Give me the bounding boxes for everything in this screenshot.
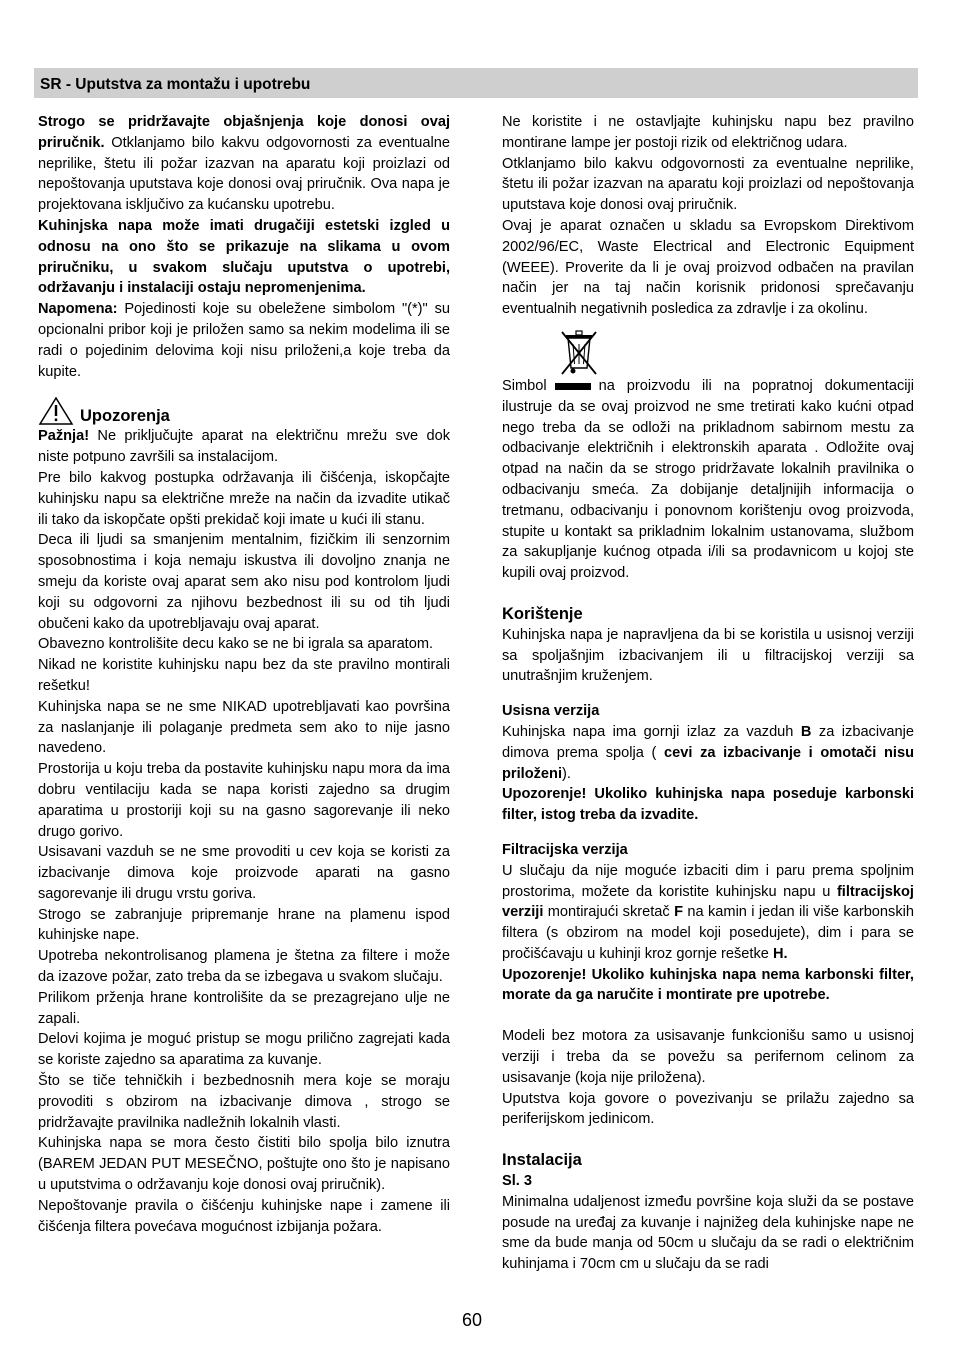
warning-paragraph: Upotreba nekontrolisanog plamena je štetna za filtere i može da izazove požar, zato treba da se izbegava u svakom slučaju. [38,948,450,986]
attention-text: Ne priključujte aparat na električnu mrežu sve dok niste potpuno završili sa instalacijom. [38,428,450,466]
right-column [502,112,914,1275]
suction-text-a: Kuhinjska napa ima gornji izlaz za vazduh [502,723,801,740]
warning-paragraph: Što se tiče tehničkih i bezbednosnih mera koje se moraju provoditi s obzirom na izbacivanje dimova , strogo se pridržavajte pravilnika nadležnih lokalnih vlasti. [38,1073,450,1131]
filter-text-a: U slučaju da nije moguće izbaciti dim i paru prema spoljnim prostorima, možete da koristite kuhinjsku napu u [502,862,914,900]
symbol-word: Simbol [502,377,547,394]
weee-bar-icon [555,383,591,390]
install-paragraph: Minimalna udaljenost između površine koja služi da se postave posude na uređaj za kuvanje i najnižeg dela kuhinjske nape ne sme da bude manja od 50cm u slučaju da se radi o električnim kuhinjama i 70cm cm u slučaju da se radi [502,1193,914,1273]
header-title: SR - Uputstva za montažu i upotrebu [40,76,311,93]
filter-text-d: F [674,904,684,921]
attention-label: Pažnja! [38,428,90,445]
symbol-paragraph [502,376,914,584]
left-column [38,112,450,1237]
warning-paragraph: Usisavani vazduh se ne sme provoditi u cev koja se koristi za izbacivanje dimova koje proizvode aparati na gasno sagorevanje ili drugu vrstu goriva. [38,844,450,902]
crossed-out-bin-icon [558,328,600,376]
warning-paragraph: Prilikom prženja hrane kontrolišite da se prezagrejano ulje ne zapali. [38,989,450,1027]
suction-text-e: ). [562,765,571,782]
warning-triangle-icon [38,396,74,426]
page-number: 60 [462,1310,483,1330]
warnings-title: Upozorenja [80,406,170,425]
install-title: Instalacija [502,1151,582,1170]
intro-bold: Strogo se pridržavajte objašnjenja koje donosi ovaj priručnik. [38,114,450,151]
use-paragraph: Kuhinjska napa je napravljena da bi se koristila u usisnoj verziji sa spoljašnjim izbacivanjem ili u filtracijskoj verziji sa unutrašnjim kruženjem. [502,626,914,685]
filter-text-b: filtracijskoj verziji [502,883,914,921]
warning-paragraph: Deca ili ljudi sa smanjenim mentalnim, fizičkim ili senzornim sposobnostima i koja nemaju iskustva ili dovoljno znanja ne smeju da koriste ovaj aparat sem ako nisu pod kontrolom ljudi koji su odgovorni za njihovu bezbednost ili su od tih ljudi obučeni kako da upotrebljavaju ovaj aparat. [38,532,450,632]
figure-label: Sl. 3 [502,1173,533,1190]
suction-warning [502,784,914,826]
filter-warning-text: Upozorenje! Ukoliko kuhinjska napa nema karbonski filter, morate da ga naručite i montirate pre upotrebe. [502,966,914,1004]
warning-paragraph: Prostorija u koju treba da postavite kuhinjsku napu mora da ima dobru ventilaciju kada se napa koristi zajedno sa drugim aparatima u prostoriji koji su na gasno sagorevanje ili neko drugo gorivo. [38,761,450,840]
warning-paragraph: Nikad ne koristite kuhinjsku napu bez da ste pravilno montirali rešetku! [38,657,450,694]
note-text: Pojedinosti koje su obeležene simbolom "(*)" su opcionalni pribor koji je priložen samo sa nekim modelima ili se radi o pojedinim delovima koji nisu priloženi,a koje treba da kupite. [38,301,450,380]
suction-text-b: B [800,723,812,740]
intro-text: Otklanjamo bilo kakvu odgovornosti za eventualne neprilike, štetu ili požar izazvan na aparatu koji proizlazi od nepoštovanja uputstava koje donosi ovaj priručnik. Ova napa je projektovana isključivo za kućansku upotrebu. [38,134,450,214]
suction-title: Usisna verzija [502,703,600,720]
warning-paragraph: Pre bilo kakvog postupka održavanja ili čišćenja, iskopčajte kuhinjsku napu sa električne mreže na način da izvadite utikač ili tako da iskopčate opšti prekidač koji imate u kući ili stanu. [38,469,450,528]
warning-paragraph: Strogo se zabranjuje pripremanje hrane na plamenu ispod kuhinjske nape. [38,906,450,944]
attention-paragraph [38,426,450,468]
filter-paragraph [502,861,914,965]
note-paragraph [38,299,450,382]
section-header [34,68,918,98]
suction-warning-text: Upozorenje! Ukoliko kuhinjska napa poseduje karbonski filter, istog treba da izvadite. [502,786,914,824]
aesthetic-note [38,216,450,299]
warning-paragraph: Kuhinjska napa se ne sme NIKAD upotrebljavati kao površina za naslanjanje ili polaganje predmeta sem ako to nije jasno navedeno. [38,698,450,757]
suction-text-c: za izbacivanje dimova prema spolja ( [502,723,914,761]
liability-paragraph: Otklanjamo bilo kakvu odgovornosti za eventualne neprilike, štetu ili požar izazvan na aparatu koji proizlazi od nepoštovanja uputstava koje donosi ovaj priručnik. [502,155,914,214]
instructions-paragraph: Uputstva koja govore o povezivanju se prilažu zajedno sa periferijskom jedinicom. [502,1090,914,1128]
warning-paragraph: Delovi kojima je moguć pristup se mogu prilično zagrejati kada se koriste zajedno sa aparatima za kuvanje. [38,1031,450,1069]
weee-paragraph: Ovaj je aparat označen u skladu sa Evropskom Direktivom 2002/96/EC, Waste Electrical and Electronic Equipment (WEEE). Proverite da li je ovaj proizvod odbačen na pravilan način jer na taj način korisnik pridonosi sprečavanju eventualnih negativnih posledica za zdravlje i za okolinu. [502,217,914,318]
use-title: Korištenje [502,604,583,623]
symbol-text: na proizvodu ili na popratnoj dokumentaciji ilustruje da se ovaj proizvod ne sme tretirati kako kućni otpad nego treba da se odloži na prikladnom sabirnom mestu za odbacivanje električnih i elektronskih aparata . Odložite ovaj otpad na način da se strogo pridržavate lokalnih pravilnika o odbacivanju smeća. Za dobijanje detaljnijih informacija o tretmanu, odbacivanju i ponovnom korištenju ovog proizvoda, stupite u kontakt sa prikladnim lokalnim ustanovama, službom za sakupljanje kućnog otpada i/ili sa prodavnicom u kojoj ste kupili ovaj proizvod. [502,377,914,582]
warnings-heading [38,396,450,426]
warning-paragraph: Nepoštovanje pravila o čišćenju kuhinjske nape i zamene ili čišćenja filtera povećava mogućnost izbijanja požara. [38,1197,450,1235]
filter-warning [502,965,914,1007]
suction-paragraph [502,722,914,784]
lamp-paragraph: Ne koristite i ne ostavljajte kuhinjsku napu bez pravilno montirane lampe jer postoji rizik od električnog udara. [502,114,914,151]
warning-paragraph: Obavezno kontrolišite decu kako se ne bi igrala sa aparatom. [38,636,434,653]
filter-text-f: H. [772,945,788,962]
filter-text-c: montirajući skretač [543,904,675,921]
filter-title: Filtracijska verzija [502,841,628,858]
models-paragraph: Modeli bez motora za usisavanje funkcionišu samo u usisnoj verziji i treba da se povežu sa perifernom celinom za usisavanje (koja nije priložena). [502,1028,914,1086]
note-label: Napomena: [38,301,118,318]
filter-text-e: na kamin i jedan ili više karbonskih filtera (s obzirom na model koji posedujete), dim i para se pročišćavaju u kuhinji kroz gornje rešetke [502,904,914,962]
intro-paragraph [38,112,450,216]
suction-text-d: cevi za izbacivanje i omotači nisu priloženi [502,744,915,782]
warning-paragraph: Kuhinjska napa se mora često čistiti bilo spolja bilo iznutra (BAREM JEDAN PUT MESEČNO, poštujte ono što je napisano u uputstvima o održavanju koje donosi ovaj priručnik). [38,1135,450,1194]
aesthetic-bold: Kuhinjska napa može imati drugačiji estetski izgled u odnosu na ono što se prikazuje na slikama u ovom priručniku, u svakom slučaju uputstva o upotrebi, održavanju i instalaciji ostaju nepromenjenima. [38,217,450,297]
